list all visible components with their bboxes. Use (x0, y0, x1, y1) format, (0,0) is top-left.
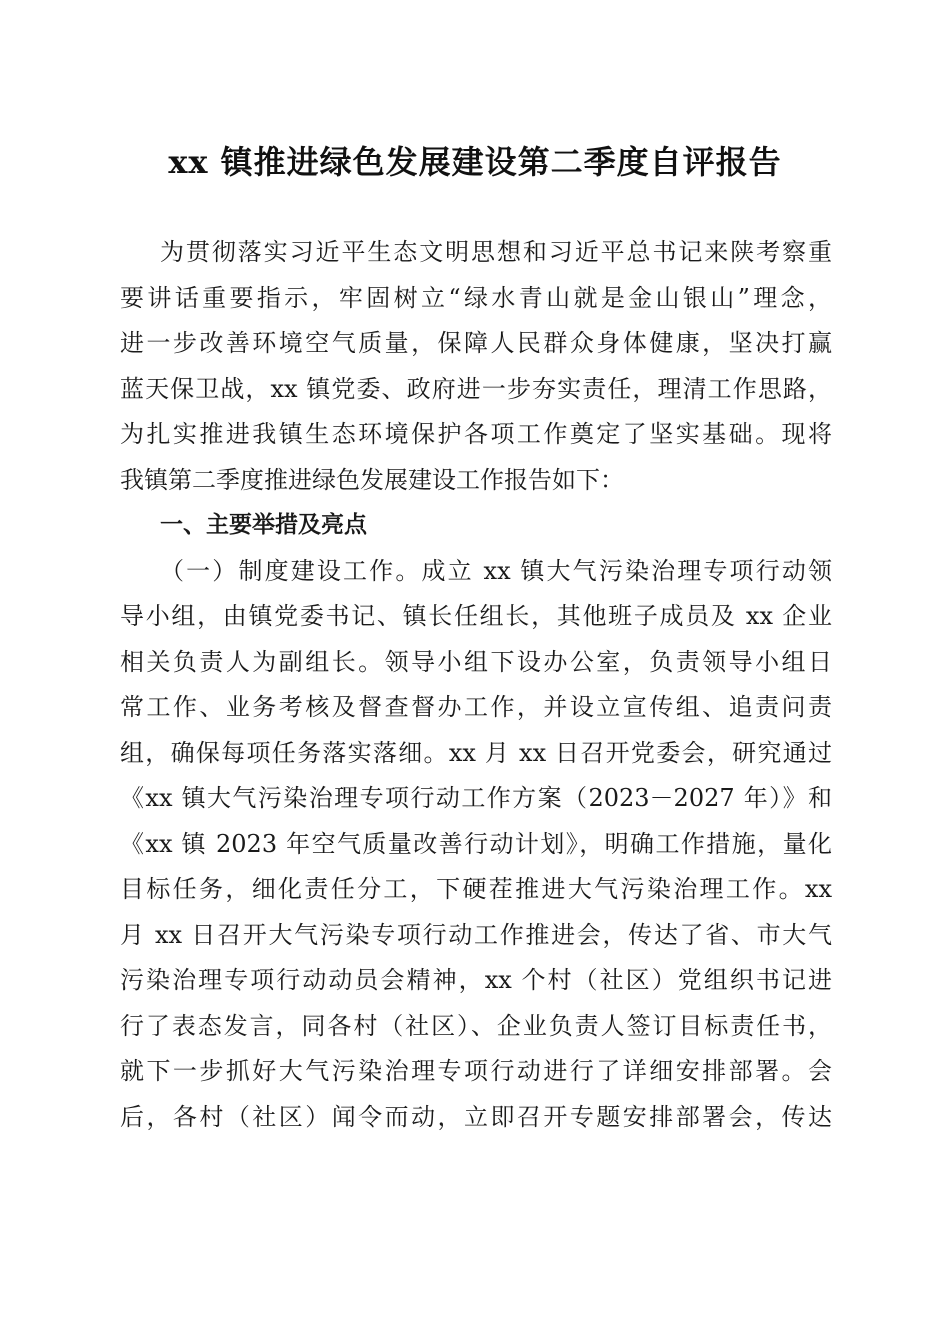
document-title: xx 镇推进绿色发展建设第二季度自评报告 (168, 143, 782, 181)
document-body (120, 230, 832, 1140)
paragraph-line: 进一步改善环境空气质量，保障人民群众身体健康，坚决打赢 (120, 329, 832, 357)
paragraph-line: 常工作、业务考核及督查督办工作，并设立宣传组、追责问责 (120, 693, 832, 721)
paragraph-line: 组，确保每项任务落实落细。xx 月 xx 日召开党委会，研究通过 (120, 738, 832, 767)
paragraph-line: 我镇第二季度推进绿色发展建设工作报告如下： (120, 465, 624, 494)
paragraph-line: 要讲话重要指示，牢固树立“绿水青山就是金山银山”理念， (120, 283, 832, 312)
paragraph-line: 为贯彻落实习近平生态文明思想和习近平总书记来陕考察重 (160, 238, 832, 266)
paragraph-line: （一）制度建设工作。成立 xx 镇大气污染治理专项行动领 (160, 556, 832, 585)
paragraph-line: 行了表态发言，同各村（社区）、企业负责人签订目标责任书， (120, 1011, 832, 1040)
paragraph-line: 后，各村（社区）闻令而动，立即召开专题安排部署会，传达 (120, 1102, 832, 1131)
paragraph-line: 导小组，由镇党委书记、镇长任组长，其他班子成员及 xx 企业 (120, 602, 832, 630)
paragraph-line: 污染治理专项行动动员会精神，xx 个村（社区）党组织书记进 (120, 966, 832, 994)
paragraph-line: 蓝天保卫战，xx 镇党委、政府进一步夯实责任，理清工作思路， (120, 374, 832, 403)
paragraph-line: 月 xx 日召开大气污染专项行动工作推进会，传达了省、市大气 (120, 920, 832, 949)
paragraph-line: 为扎实推进我镇生态环境保护各项工作奠定了坚实基础。现将 (120, 420, 832, 448)
section-heading: 一、主要举措及亮点 (160, 512, 367, 538)
paragraph-line: 《xx 镇大气污染治理专项行动工作方案（2023－2027 年）》和 (120, 784, 832, 812)
paragraph-line: 目标任务，细化责任分工，下硬茬推进大气污染治理工作。xx (120, 875, 832, 903)
paragraph-line: 《xx 镇 2023 年空气质量改善行动计划》，明确工作措施，量化 (120, 829, 832, 858)
paragraph-line: 就下一步抓好大气污染治理专项行动进行了详细安排部署。会 (120, 1057, 832, 1085)
paragraph-line: 相关负责人为副组长。领导小组下设办公室，负责领导小组日 (120, 647, 832, 676)
